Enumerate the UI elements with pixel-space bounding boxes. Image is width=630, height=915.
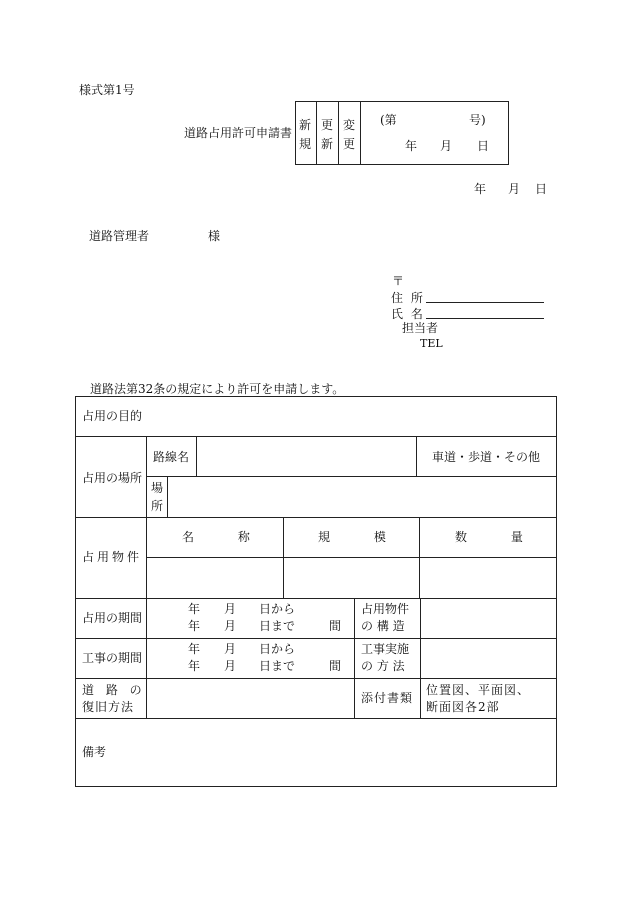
date-year: 年: [474, 182, 487, 196]
permit-number-go: 号): [469, 113, 486, 127]
structure-field[interactable]: [421, 599, 556, 638]
object-name-field[interactable]: [147, 558, 283, 598]
attachments-value-line1: 位置図、平面図、: [426, 683, 531, 697]
period-label: 占用の期間: [82, 611, 143, 625]
remarks-label: 備考: [82, 745, 107, 759]
type-change-line1: 変: [343, 118, 356, 132]
attachments-value-line2: 断面図各2部: [426, 700, 500, 714]
work-method-label-line1: 工事実施: [361, 642, 410, 656]
tel-label: TEL: [420, 337, 443, 350]
type-new-line2: 規: [299, 137, 312, 151]
document-title: 道路占用許可申請書: [184, 126, 293, 140]
addressee-honorific: 様: [208, 229, 221, 243]
attachments-label: 添付書類: [361, 691, 414, 705]
addressee-name: 道路管理者: [89, 229, 150, 243]
object-header-quantity: 数 量: [455, 530, 523, 544]
structure-label-line2: の 構 造: [361, 619, 405, 633]
work-period-label: 工事の期間: [82, 651, 143, 665]
type-renew-line1: 更: [321, 118, 334, 132]
permit-month: 月: [440, 139, 453, 153]
object-quantity-field[interactable]: [420, 558, 556, 598]
name-label: 氏 名: [391, 307, 425, 321]
postal-mark: 〒: [392, 274, 405, 288]
address-label: 住 所: [391, 291, 425, 305]
statement-text: 道路法第32条の規定により許可を申請します。: [90, 382, 345, 396]
type-new-line1: 新: [299, 118, 312, 132]
date-month: 月: [508, 182, 521, 196]
form-number: 様式第1号: [79, 83, 135, 97]
remarks-field[interactable]: [76, 719, 556, 786]
contact-label: 担当者: [402, 321, 439, 335]
location-label-line1: 場: [151, 481, 164, 495]
location-field[interactable]: [168, 477, 556, 517]
permit-number-open: (第: [380, 113, 397, 127]
restoration-label-line1: 道 路 の: [82, 683, 146, 697]
restoration-field[interactable]: [147, 679, 354, 718]
object-header-name: 名 称: [182, 530, 250, 544]
type-renew-line2: 新: [321, 137, 334, 151]
date-day: 日: [535, 182, 548, 196]
object-header-scale: 規 模: [318, 530, 386, 544]
purpose-field[interactable]: [147, 397, 556, 436]
structure-label-line1: 占用物件: [361, 602, 410, 616]
purpose-label: 占用の目的: [82, 409, 143, 423]
type-change-line2: 更: [343, 137, 356, 151]
work-method-label-line2: の 方 法: [361, 659, 405, 673]
location-label-line2: 所: [151, 499, 164, 513]
permit-day: 日: [477, 139, 490, 153]
work-method-field[interactable]: [421, 639, 556, 678]
route-name-label: 路線名: [153, 450, 190, 464]
address-field[interactable]: [426, 302, 544, 303]
object-label: 占用物件: [82, 550, 143, 564]
place-label: 占用の場所: [82, 471, 143, 485]
permit-year: 年: [405, 139, 418, 153]
road-kind[interactable]: 車道・歩道・その他: [432, 450, 541, 464]
restoration-label-line2: 復旧方法: [82, 700, 135, 714]
route-name-field[interactable]: [197, 437, 416, 476]
name-field[interactable]: [426, 318, 544, 319]
object-scale-field[interactable]: [284, 558, 419, 598]
